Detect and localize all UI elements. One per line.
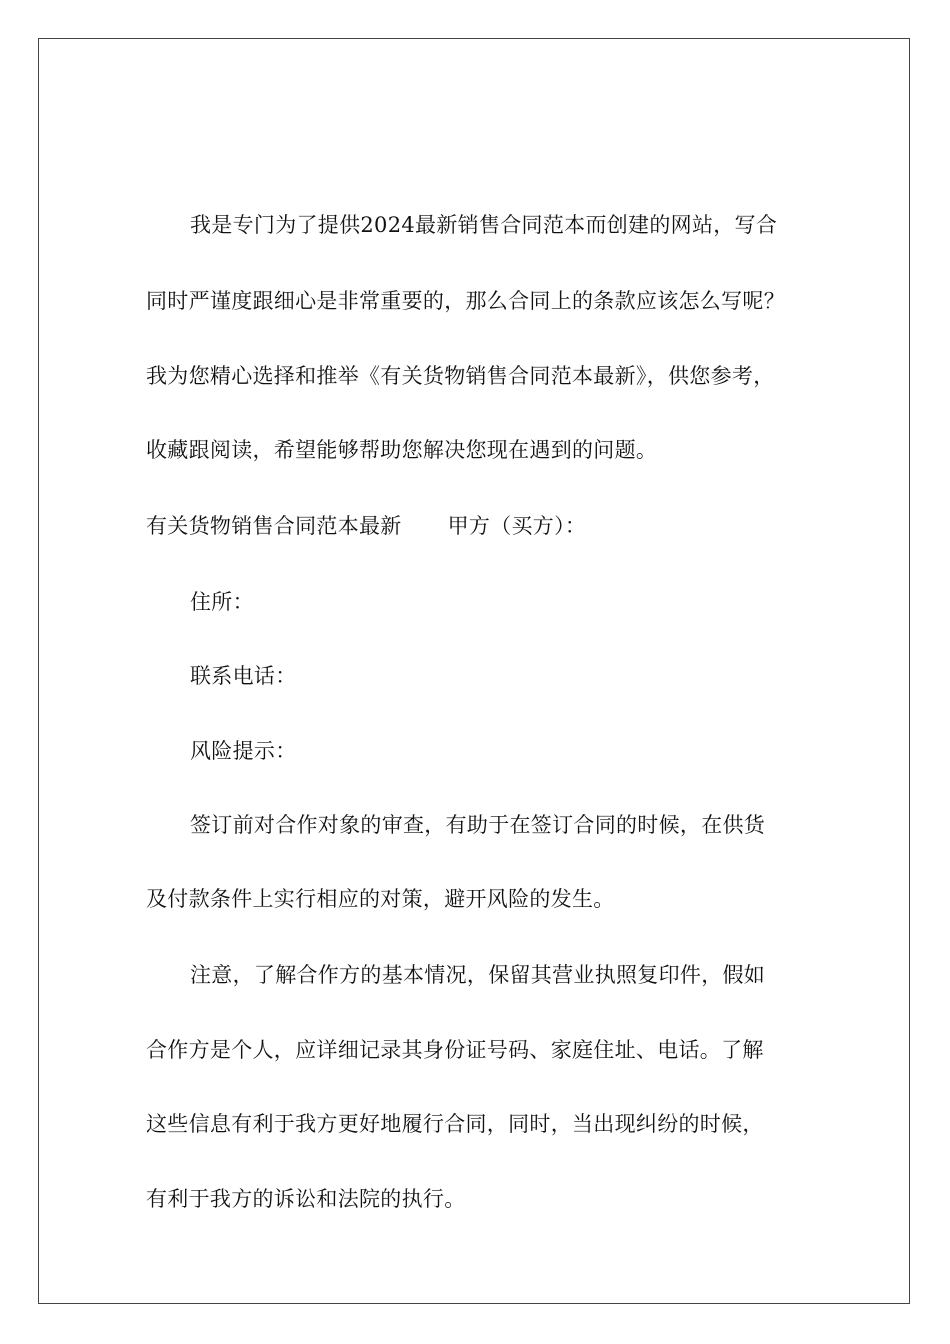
intro-line-3: 我为您精心选择和推举《有关货物销售合同范本最新》，供您参考， — [146, 364, 775, 388]
note-para-line-3: 这些信息有利于我方更好地履行合同，同时，当出现纠纷的时候， — [146, 1112, 764, 1136]
party-a-label: 甲方（买方）： — [447, 514, 587, 538]
note-para-line-1: 注意，了解合作方的基本情况，保留其营业执照复印件，假如 — [190, 963, 766, 987]
intro-line-4: 收藏跟阅读，希望能够帮助您解决您现在遇到的问题。 — [146, 438, 658, 462]
contract-title: 有关货物销售合同范本最新 — [146, 514, 402, 538]
address-label: 住所： — [190, 590, 254, 614]
risk-label: 风险提示： — [190, 739, 297, 763]
note-para-line-2: 合作方是个人，应详细记录其身份证号码、家庭住址、电话。了解 — [146, 1038, 764, 1062]
risk-para-line-2: 及付款条件上实行相应的对策，避开风险的发生。 — [146, 887, 615, 911]
heading-row — [0, 512, 950, 540]
intro-line-1: 我是专门为了提供2024最新销售合同范本而创建的网站，写合 — [190, 213, 778, 237]
intro-line-2: 同时严谨度跟细心是非常重要的，那么合同上的条款应该怎么写呢？ — [146, 289, 785, 313]
phone-label: 联系电话： — [190, 664, 297, 688]
risk-para-line-1: 签订前对合作对象的审查，有助于在签订合同的时候，在供货 — [190, 813, 766, 837]
note-para-line-4: 有利于我方的诉讼和法院的执行。 — [146, 1187, 466, 1211]
